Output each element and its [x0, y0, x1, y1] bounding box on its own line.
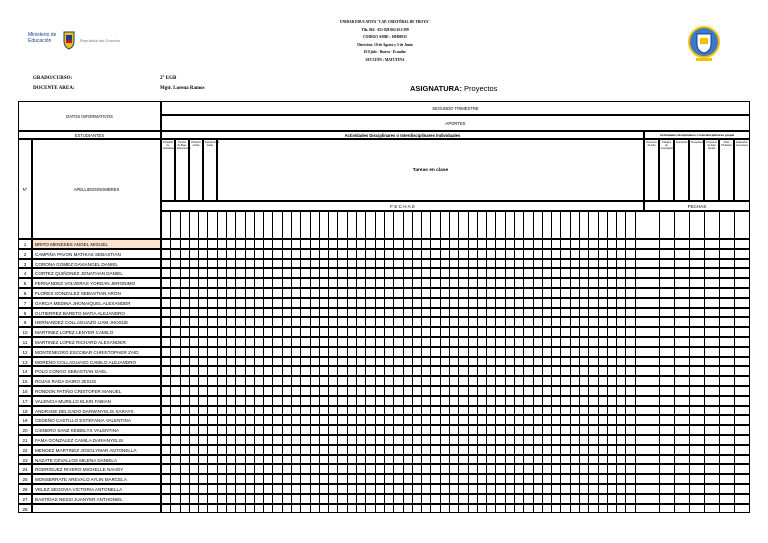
column-line — [704, 211, 705, 513]
fechas-right-header: FECHAS — [644, 201, 750, 211]
column-line — [560, 211, 561, 513]
school-line: CODIGO AMIE : 10H00335 — [363, 35, 407, 39]
column-line — [440, 211, 441, 513]
student-name[interactable]: MENDEZ MARTINEZ JOSGLYMAR ANTONELLA — [32, 445, 161, 455]
grade-row[interactable] — [161, 327, 750, 337]
column-line — [263, 211, 264, 513]
subheader-cell: Evaluación de proceso — [734, 139, 750, 201]
subheader-cell: Proyectos de Aula — [644, 139, 659, 201]
column-line — [635, 211, 636, 513]
grade-row[interactable] — [161, 386, 750, 396]
subject-value: Proyectos — [464, 84, 498, 93]
column-line — [403, 211, 404, 513]
grade-value: 2° EGB — [160, 76, 177, 81]
grade-row[interactable] — [161, 406, 750, 416]
student-name[interactable]: VALENCIA MURILLO ELKIN FABIAN — [32, 396, 161, 406]
row-number: 6 — [18, 288, 32, 298]
row-number: 24 — [18, 464, 32, 474]
student-name[interactable]: ROJAS RADA DAIRO JESUS — [32, 376, 161, 386]
column-line — [495, 211, 496, 513]
column-line — [245, 211, 246, 513]
column-line — [659, 211, 660, 513]
student-name[interactable]: MONSERRATE AREVALO AYLIN MARCELA — [32, 474, 161, 484]
column-line — [282, 211, 283, 513]
row-number: 25 — [18, 474, 32, 484]
actividades-grupal-header: Actividades disciplinares o interdisciplinares grupal — [644, 131, 750, 139]
student-name[interactable]: VELEZ SEGOVIA VICTORIA ANTONELLA — [32, 484, 161, 494]
column-line — [579, 211, 580, 513]
subheader-cell: Trabajos de investigación — [659, 139, 674, 201]
grade-row[interactable] — [161, 415, 750, 425]
column-line — [375, 211, 376, 513]
column-line — [449, 211, 450, 513]
column-line — [607, 211, 608, 513]
student-name[interactable]: CORONA GOMEZ DAVIANGEL DANIEL — [32, 259, 161, 269]
grade-row[interactable] — [161, 347, 750, 357]
school-header — [280, 19, 490, 64]
subheader-cell: Proyectos de Aula Grupal — [704, 139, 719, 201]
column-line — [542, 211, 543, 513]
country-label: República del Ecuador — [80, 38, 121, 43]
row-number: 18 — [18, 406, 32, 416]
column-line — [189, 211, 190, 513]
row-number: 23 — [18, 455, 32, 465]
column-line — [533, 211, 534, 513]
teacher-value: Mgtr. Lorena Ramos — [160, 86, 205, 91]
school-line: El Ejido - Ibarra - Ecuador — [363, 50, 407, 54]
student-name[interactable]: CEDEÑO CASTILLO ESTEFANIA VALENTINA — [32, 415, 161, 425]
grade-row[interactable] — [161, 455, 750, 465]
subheader-cell: Presentación — [689, 139, 704, 201]
grade-row[interactable] — [161, 337, 750, 347]
row-number: 28 — [18, 504, 32, 514]
column-line — [674, 211, 675, 513]
grade-row[interactable] — [161, 504, 750, 514]
student-name[interactable]: HERNANDEZ COLLAGUAZO LIAM JHOSUE — [32, 317, 161, 327]
row-number: 8 — [18, 308, 32, 318]
row-number: 10 — [18, 327, 32, 337]
row-number: 22 — [18, 445, 32, 455]
names-column-header: APELLIDOS/NOMBRES — [32, 139, 161, 239]
student-name[interactable]: FERNANDEZ VOLVERAS YORDAN JERONIMO — [32, 278, 161, 288]
column-line — [486, 211, 487, 513]
subject-heading — [410, 84, 497, 93]
column-line — [477, 211, 478, 513]
column-line — [226, 211, 227, 513]
column-line — [570, 211, 571, 513]
column-line — [421, 211, 422, 513]
student-name[interactable]: MONTENEGRO ESCOBAR CHRISTOPHER ZAID — [32, 347, 161, 357]
column-line — [180, 211, 181, 513]
ecuador-shield-icon — [62, 30, 76, 50]
tareas-header: Tareas en clase — [217, 139, 644, 201]
column-line — [734, 211, 735, 513]
grade-row[interactable] — [161, 268, 750, 278]
subheader-cell: Portafolio de Actividades — [161, 139, 175, 201]
subheader-cell: Exposición — [674, 139, 689, 201]
column-line — [505, 211, 506, 513]
row-number: 7 — [18, 298, 32, 308]
subheader-cell: Prueba de Base Estructurada — [175, 139, 189, 201]
row-number: 21 — [18, 435, 32, 445]
subject-label: ASIGNATURA: — [410, 84, 462, 93]
school-crest-icon — [686, 25, 722, 63]
student-name[interactable]: RODRIGUEZ RIVERO MICHELLE NAHOY — [32, 464, 161, 474]
grade-row[interactable] — [161, 435, 750, 445]
school-line: UNIDAD EDUCATIVA "CAP. CRISTÓBAL DE TROYA" — [339, 20, 431, 24]
grade-row[interactable] — [161, 317, 750, 327]
grade-row[interactable] — [161, 298, 750, 308]
grade-row[interactable] — [161, 376, 750, 386]
grade-row[interactable] — [161, 464, 750, 474]
grade-row[interactable] — [161, 249, 750, 259]
column-line — [412, 211, 413, 513]
teacher-label: DOCENTE AREA: — [33, 86, 75, 91]
subheader-cell: Exposiciones orales — [203, 139, 217, 201]
school-line: Tlfs. 062 - 651-828 062 651-599 — [361, 27, 409, 32]
student-name[interactable]: FLORES GONZALEZ SEBASTIAN ARON — [32, 288, 161, 298]
student-name[interactable]: POLO CONGO SEBASTIAN GAEL — [32, 366, 161, 376]
student-name[interactable]: NAZATE CEVALLOS MILENA DANIELA — [32, 455, 161, 465]
column-line — [328, 211, 329, 513]
row-number: 2 — [18, 249, 32, 259]
ministry-logo-text: Ministerio de Educación — [28, 32, 57, 44]
row-number: 13 — [18, 357, 32, 367]
grade-row[interactable] — [161, 445, 750, 455]
column-line — [551, 211, 552, 513]
subheader-cell: Otros Productos — [719, 139, 734, 201]
student-name[interactable]: MARTINEZ LOPEZ RICHARD ALEXANDER — [32, 337, 161, 347]
grade-row[interactable] — [161, 396, 750, 406]
column-line — [310, 211, 311, 513]
grade-row[interactable] — [161, 484, 750, 494]
column-line — [523, 211, 524, 513]
column-line — [458, 211, 459, 513]
student-name[interactable]: FAMA GONZALEZ CAMILA DARIANYELIS — [32, 435, 161, 445]
column-line — [625, 211, 626, 513]
row-number: 19 — [18, 415, 32, 425]
grade-row[interactable] — [161, 366, 750, 376]
column-line — [272, 211, 273, 513]
date-cells-area — [161, 211, 750, 239]
grade-row[interactable] — [161, 474, 750, 484]
number-column-header: N° — [18, 139, 32, 239]
column-line — [719, 211, 720, 513]
actividades-header: Actividades Disciplinares o Interdisciplinares Individuales — [161, 131, 644, 139]
grade-row[interactable] — [161, 259, 750, 269]
grade-row[interactable] — [161, 278, 750, 288]
column-line — [347, 211, 348, 513]
column-line — [689, 211, 690, 513]
row-number: 11 — [18, 337, 32, 347]
column-line — [430, 211, 431, 513]
row-number: 27 — [18, 494, 32, 504]
student-name[interactable]: CISNERO SANZ KEIBELYS VALENTINA — [32, 425, 161, 435]
student-name[interactable]: MARTINEZ LOPEZ LENYER CAMILO — [32, 327, 161, 337]
student-name[interactable]: BRITO MENESES ANGEL MIGUEL — [32, 239, 161, 249]
student-name[interactable]: MORENO COLLAGUASO CAMILO ALEJANDRO — [32, 357, 161, 367]
row-number: 26 — [18, 484, 32, 494]
student-name[interactable]: RONDON PATIÑO CRISTOFER MANUEL — [32, 386, 161, 396]
column-line — [468, 211, 469, 513]
column-line — [198, 211, 199, 513]
column-line — [588, 211, 589, 513]
column-line — [337, 211, 338, 513]
grade-row[interactable] — [161, 357, 750, 367]
row-number: 12 — [18, 347, 32, 357]
aportes-header: APORTES — [161, 115, 750, 131]
student-name[interactable]: CORTEZ QUIÑONEZ JONATHAN DANIEL — [32, 268, 161, 278]
row-number: 16 — [18, 386, 32, 396]
row-number: 9 — [18, 317, 32, 327]
grade-row[interactable] — [161, 239, 750, 249]
column-line — [365, 211, 366, 513]
column-line — [254, 211, 255, 513]
student-name[interactable]: CAMPIÑA PAVON MATHIAS SEBASTIAN — [32, 249, 161, 259]
school-line: SECCIÓN : MATUTINA — [365, 57, 405, 62]
column-line — [217, 211, 218, 513]
row-number: 4 — [18, 268, 32, 278]
school-line: Dirección: 10 de Agosto y 5 de Junio — [357, 42, 413, 47]
column-line — [356, 211, 357, 513]
student-name[interactable]: GUTIERREZ BARETO MATIA ALEJANDRO — [32, 308, 161, 318]
grade-row[interactable] — [161, 288, 750, 298]
column-line — [291, 211, 292, 513]
row-number: 20 — [18, 425, 32, 435]
student-name[interactable]: ANDRADE DELGADO DARWINYELIS SARAYS — [32, 406, 161, 416]
column-line — [319, 211, 320, 513]
subheader-cell: Producto escrito — [189, 139, 203, 201]
grade-row[interactable] — [161, 494, 750, 504]
column-line — [393, 211, 394, 513]
row-number: 17 — [18, 396, 32, 406]
grade-row[interactable] — [161, 308, 750, 318]
column-line — [514, 211, 515, 513]
grade-label: GRADO/CURSO: — [33, 76, 73, 81]
row-number: 1 — [18, 239, 32, 249]
row-number: 15 — [18, 376, 32, 386]
column-line — [170, 211, 171, 513]
row-number: 5 — [18, 278, 32, 288]
estudiantes-header: ESTUDIANTES — [18, 131, 161, 139]
column-line — [616, 211, 617, 513]
grade-row[interactable] — [161, 425, 750, 435]
column-line — [598, 211, 599, 513]
column-line — [300, 211, 301, 513]
student-name[interactable] — [32, 504, 161, 514]
student-name[interactable]: BASTIDAS NESSI JUANYER ANTHONIEL — [32, 494, 161, 504]
student-name[interactable]: GARCIA MEDINA JHONAIQUEL ALEXANDER — [32, 298, 161, 308]
row-number: 14 — [18, 366, 32, 376]
datos-informativos-header: DATOS INFORMATIVOS — [18, 101, 161, 131]
column-line — [235, 211, 236, 513]
column-line — [207, 211, 208, 513]
trimestre-header: SEGUNDO TRIMESTRE — [161, 101, 750, 115]
row-number: 3 — [18, 259, 32, 269]
fechas-header: F E C H A S — [161, 201, 644, 211]
column-line — [384, 211, 385, 513]
